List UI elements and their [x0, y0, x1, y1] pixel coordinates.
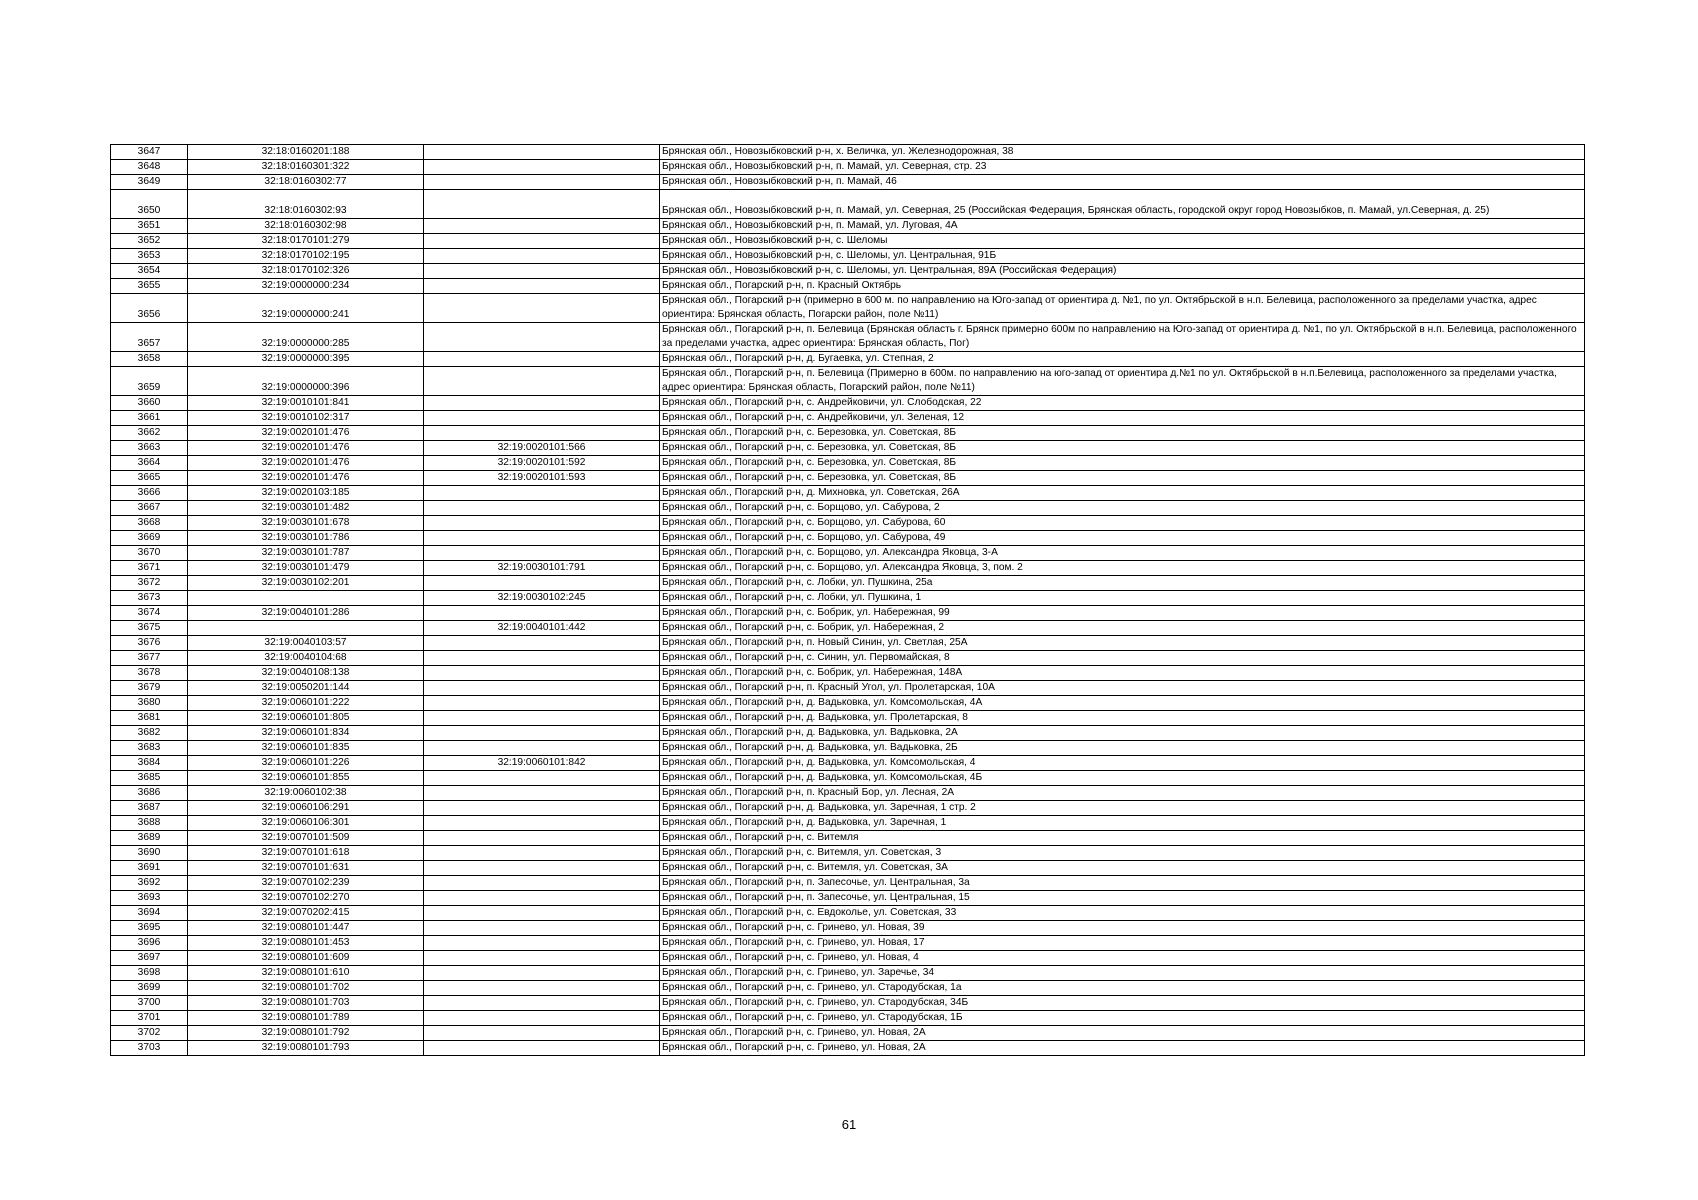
address-cell: Брянская обл., Погарский р-н, п. Новый Синин, ул. Светлая, 25А — [660, 636, 1585, 651]
secondary-cadastral-number-cell — [424, 666, 660, 681]
table-row — [111, 771, 1585, 786]
address-cell: Брянская обл., Новозыбковский р-н, с. Шеломы, ул. Центральная, 89А (Российская Федерация) — [660, 264, 1585, 279]
address-cell: Брянская обл., Погарский р-н, с. Березовка, ул. Советская, 8Б — [660, 471, 1585, 486]
row-number-cell: 3652 — [111, 234, 188, 249]
table-row — [111, 471, 1585, 486]
address-cell: Брянская обл., Погарский р-н, д. Вадьковка, ул. Пролетарская, 8 — [660, 711, 1585, 726]
cadastral-number-cell: 32:19:0010101:841 — [188, 396, 424, 411]
secondary-cadastral-number-cell: 32:19:0030102:245 — [424, 591, 660, 606]
cadastral-number-cell: 32:18:0160302:98 — [188, 219, 424, 234]
cadastral-number-cell: 32:19:0030102:201 — [188, 576, 424, 591]
row-number-cell: 3703 — [111, 1041, 188, 1056]
address-cell: Брянская обл., Новозыбковский р-н, с. Шеломы — [660, 234, 1585, 249]
cadastral-number-cell: 32:18:0160302:77 — [188, 175, 424, 190]
address-cell: Брянская обл., Погарский р-н, п. Белевица (Брянская область г. Брянск примерно 600м по направлению на Юго-запад от ориентира д. №1, по ул. Октябрьской в н.п. Белевица, расположенного за пределами участка, адрес ориентира: Брянская область, Пог) — [660, 323, 1585, 352]
table-row — [111, 190, 1585, 219]
row-number-cell: 3681 — [111, 711, 188, 726]
cadastral-number-cell: 32:19:0020101:476 — [188, 471, 424, 486]
cadastral-number-cell: 32:19:0000000:234 — [188, 279, 424, 294]
secondary-cadastral-number-cell — [424, 219, 660, 234]
address-cell: Брянская обл., Погарский р-н, п. Белевица (Примерно в 600м. по направлению на юго-запад от ориентира д.№1 по ул. Октябрьской в н.п.Белевица, расположенного за пределами участка, адрес ориентира: Брянская область, Погарский район, поле №11) — [660, 367, 1585, 396]
row-number-cell: 3687 — [111, 801, 188, 816]
cadastral-number-cell: 32:19:0030101:678 — [188, 516, 424, 531]
secondary-cadastral-number-cell — [424, 501, 660, 516]
row-number-cell: 3668 — [111, 516, 188, 531]
cadastral-number-cell — [188, 591, 424, 606]
cadastral-number-cell: 32:19:0080101:703 — [188, 996, 424, 1011]
address-cell: Брянская обл., Погарский р-н, с. Витемля, ул. Советская, 3 — [660, 846, 1585, 861]
row-number-cell: 3680 — [111, 696, 188, 711]
table-row — [111, 576, 1585, 591]
cadastral-number-cell: 32:19:0080101:447 — [188, 921, 424, 936]
address-cell: Брянская обл., Погарский р-н, п. Запесочье, ул. Центральная, 3а — [660, 876, 1585, 891]
table-row — [111, 741, 1585, 756]
table-row — [111, 786, 1585, 801]
address-cell: Брянская обл., Погарский р-н, с. Андрейковичи, ул. Зеленая, 12 — [660, 411, 1585, 426]
row-number-cell: 3679 — [111, 681, 188, 696]
cadastral-number-cell: 32:19:0020101:476 — [188, 426, 424, 441]
address-cell: Брянская обл., Погарский р-н, с. Витемля — [660, 831, 1585, 846]
row-number-cell: 3697 — [111, 951, 188, 966]
cadastral-number-cell: 32:19:0080101:609 — [188, 951, 424, 966]
secondary-cadastral-number-cell — [424, 936, 660, 951]
table-row — [111, 801, 1585, 816]
secondary-cadastral-number-cell — [424, 981, 660, 996]
cadastral-number-cell: 32:19:0080101:610 — [188, 966, 424, 981]
table-row — [111, 996, 1585, 1011]
secondary-cadastral-number-cell — [424, 891, 660, 906]
secondary-cadastral-number-cell — [424, 531, 660, 546]
address-cell: Брянская обл., Погарский р-н, с. Борщово, ул. Александра Яковца, 3-А — [660, 546, 1585, 561]
table-row — [111, 352, 1585, 367]
cadastral-number-cell: 32:19:0060101:835 — [188, 741, 424, 756]
table-row — [111, 726, 1585, 741]
table-row — [111, 160, 1585, 175]
row-number-cell: 3674 — [111, 606, 188, 621]
address-cell: Брянская обл., Погарский р-н, с. Березовка, ул. Советская, 8Б — [660, 456, 1585, 471]
address-cell: Брянская обл., Погарский р-н, п. Красный Бор, ул. Лесная, 2А — [660, 786, 1585, 801]
secondary-cadastral-number-cell — [424, 951, 660, 966]
secondary-cadastral-number-cell — [424, 486, 660, 501]
secondary-cadastral-number-cell — [424, 801, 660, 816]
secondary-cadastral-number-cell: 32:19:0020101:566 — [424, 441, 660, 456]
row-number-cell: 3693 — [111, 891, 188, 906]
row-number-cell: 3702 — [111, 1026, 188, 1041]
secondary-cadastral-number-cell — [424, 816, 660, 831]
secondary-cadastral-number-cell — [424, 831, 660, 846]
cadastral-number-cell: 32:19:0030101:786 — [188, 531, 424, 546]
address-cell: Брянская обл., Погарский р-н, с. Гринево, ул. Стародубская, 34Б — [660, 996, 1585, 1011]
row-number-cell: 3673 — [111, 591, 188, 606]
address-cell: Брянская обл., Погарский р-н, с. Борщово, ул. Сабурова, 2 — [660, 501, 1585, 516]
secondary-cadastral-number-cell — [424, 966, 660, 981]
table-row — [111, 666, 1585, 681]
cadastral-number-cell: 32:19:0060101:855 — [188, 771, 424, 786]
secondary-cadastral-number-cell — [424, 323, 660, 352]
secondary-cadastral-number-cell — [424, 1041, 660, 1056]
secondary-cadastral-number-cell — [424, 160, 660, 175]
registry-table-body — [111, 145, 1585, 1056]
address-cell: Брянская обл., Погарский р-н, д. Вадьковка, ул. Вадьковка, 2А — [660, 726, 1585, 741]
secondary-cadastral-number-cell — [424, 294, 660, 323]
address-cell: Брянская обл., Новозыбковский р-н, х. Величка, ул. Железнодорожная, 38 — [660, 145, 1585, 160]
address-cell: Брянская обл., Погарский р-н, с. Борщово, ул. Александра Яковца, 3, пом. 2 — [660, 561, 1585, 576]
row-number-cell: 3699 — [111, 981, 188, 996]
address-cell: Брянская обл., Погарский р-н, с. Витемля, ул. Советская, 3А — [660, 861, 1585, 876]
row-number-cell: 3660 — [111, 396, 188, 411]
table-row — [111, 441, 1585, 456]
cadastral-number-cell: 32:19:0070101:509 — [188, 831, 424, 846]
secondary-cadastral-number-cell — [424, 411, 660, 426]
row-number-cell: 3688 — [111, 816, 188, 831]
secondary-cadastral-number-cell — [424, 190, 660, 219]
row-number-cell: 3690 — [111, 846, 188, 861]
table-row — [111, 621, 1585, 636]
row-number-cell: 3666 — [111, 486, 188, 501]
address-cell: Брянская обл., Новозыбковский р-н, п. Мамай, ул. Луговая, 4А — [660, 219, 1585, 234]
secondary-cadastral-number-cell — [424, 681, 660, 696]
row-number-cell: 3653 — [111, 249, 188, 264]
address-cell: Брянская обл., Погарский р-н (примерно в 600 м. по направлению на Юго-запад от ориентира д. №1, по ул. Октябрьской в н.п. Белевица, расположенного за пределами участка, адрес ориентира: Брянская область, Погарски район, поле №11) — [660, 294, 1585, 323]
secondary-cadastral-number-cell — [424, 711, 660, 726]
row-number-cell: 3647 — [111, 145, 188, 160]
row-number-cell: 3650 — [111, 190, 188, 219]
address-cell: Брянская обл., Погарский р-н, д. Вадьковка, ул. Комсомольская, 4 — [660, 756, 1585, 771]
address-cell: Брянская обл., Погарский р-н, с. Лобки, ул. Пушкина, 25а — [660, 576, 1585, 591]
secondary-cadastral-number-cell — [424, 876, 660, 891]
table-row — [111, 501, 1585, 516]
row-number-cell: 3685 — [111, 771, 188, 786]
table-row — [111, 249, 1585, 264]
secondary-cadastral-number-cell — [424, 846, 660, 861]
address-cell: Брянская обл., Новозыбковский р-н, п. Мамай, ул. Северная, 25 (Российская Федерация, Брянская область, городской округ город Новозыбков, п. Мамай, ул.Северная, д. 25) — [660, 190, 1585, 219]
address-cell: Брянская обл., Погарский р-н, с. Бобрик, ул. Набережная, 2 — [660, 621, 1585, 636]
cadastral-number-cell: 32:19:0060101:226 — [188, 756, 424, 771]
row-number-cell: 3689 — [111, 831, 188, 846]
secondary-cadastral-number-cell — [424, 279, 660, 294]
table-row — [111, 1041, 1585, 1056]
table-row — [111, 696, 1585, 711]
secondary-cadastral-number-cell: 32:19:0040101:442 — [424, 621, 660, 636]
cadastral-number-cell: 32:19:0000000:396 — [188, 367, 424, 396]
cadastral-number-cell: 32:19:0010102:317 — [188, 411, 424, 426]
address-cell: Брянская обл., Погарский р-н, д. Вадьковка, ул. Комсомольская, 4А — [660, 696, 1585, 711]
table-row — [111, 426, 1585, 441]
address-cell: Брянская обл., Погарский р-н, с. Гринево, ул. Новая, 39 — [660, 921, 1585, 936]
secondary-cadastral-number-cell — [424, 367, 660, 396]
row-number-cell: 3657 — [111, 323, 188, 352]
cadastral-number-cell: 32:19:0060102:38 — [188, 786, 424, 801]
cadastral-number-cell: 32:19:0020103:185 — [188, 486, 424, 501]
address-cell: Брянская обл., Погарский р-н, п. Красный Угол, ул. Пролетарская, 10А — [660, 681, 1585, 696]
address-cell: Брянская обл., Погарский р-н, с. Гринево, ул. Стародубская, 1а — [660, 981, 1585, 996]
table-row — [111, 591, 1585, 606]
cadastral-number-cell: 32:19:0000000:395 — [188, 352, 424, 367]
row-number-cell: 3667 — [111, 501, 188, 516]
table-row — [111, 876, 1585, 891]
cadastral-number-cell: 32:19:0070102:270 — [188, 891, 424, 906]
address-cell: Брянская обл., Погарский р-н, с. Березовка, ул. Советская, 8Б — [660, 441, 1585, 456]
cadastral-number-cell: 32:19:0060106:291 — [188, 801, 424, 816]
cadastral-number-cell: 32:19:0080101:793 — [188, 1041, 424, 1056]
address-cell: Брянская обл., Погарский р-н, с. Лобки, ул. Пушкина, 1 — [660, 591, 1585, 606]
cadastral-number-cell: 32:19:0000000:285 — [188, 323, 424, 352]
cadastral-number-cell: 32:19:0060101:222 — [188, 696, 424, 711]
secondary-cadastral-number-cell — [424, 726, 660, 741]
address-cell: Брянская обл., Погарский р-н, д. Вадьковка, ул. Комсомольская, 4Б — [660, 771, 1585, 786]
row-number-cell: 3677 — [111, 651, 188, 666]
table-row — [111, 951, 1585, 966]
secondary-cadastral-number-cell — [424, 741, 660, 756]
table-row — [111, 456, 1585, 471]
address-cell: Брянская обл., Погарский р-н, с. Бобрик, ул. Набережная, 99 — [660, 606, 1585, 621]
address-cell: Брянская обл., Новозыбковский р-н, п. Мамай, 46 — [660, 175, 1585, 190]
secondary-cadastral-number-cell — [424, 546, 660, 561]
address-cell: Брянская обл., Погарский р-н, с. Евдоколье, ул. Советская, 33 — [660, 906, 1585, 921]
address-cell: Брянская обл., Погарский р-н, с. Гринево, ул. Заречье, 34 — [660, 966, 1585, 981]
cadastral-number-cell: 32:19:0040108:138 — [188, 666, 424, 681]
row-number-cell: 3694 — [111, 906, 188, 921]
row-number-cell: 3669 — [111, 531, 188, 546]
cadastral-number-cell: 32:19:0070102:239 — [188, 876, 424, 891]
secondary-cadastral-number-cell — [424, 771, 660, 786]
cadastral-number-cell: 32:19:0030101:787 — [188, 546, 424, 561]
secondary-cadastral-number-cell — [424, 606, 660, 621]
row-number-cell: 3665 — [111, 471, 188, 486]
cadastral-number-cell: 32:19:0070202:415 — [188, 906, 424, 921]
secondary-cadastral-number-cell — [424, 786, 660, 801]
table-row — [111, 546, 1585, 561]
row-number-cell: 3692 — [111, 876, 188, 891]
secondary-cadastral-number-cell — [424, 516, 660, 531]
cadastral-number-cell: 32:19:0000000:241 — [188, 294, 424, 323]
table-row — [111, 891, 1585, 906]
table-row — [111, 561, 1585, 576]
table-row — [111, 279, 1585, 294]
row-number-cell: 3662 — [111, 426, 188, 441]
cadastral-number-cell: 32:19:0020101:476 — [188, 456, 424, 471]
cadastral-number-cell: 32:19:0030101:479 — [188, 561, 424, 576]
address-cell: Брянская обл., Погарский р-н, с. Андрейковичи, ул. Слободская, 22 — [660, 396, 1585, 411]
address-cell: Брянская обл., Погарский р-н, с. Гринево, ул. Стародубская, 1Б — [660, 1011, 1585, 1026]
secondary-cadastral-number-cell — [424, 996, 660, 1011]
cadastral-number-cell: 32:19:0040101:286 — [188, 606, 424, 621]
address-cell: Брянская обл., Погарский р-н, д. Вадьковка, ул. Заречная, 1 стр. 2 — [660, 801, 1585, 816]
address-cell: Брянская обл., Новозыбковский р-н, с. Шеломы, ул. Центральная, 91Б — [660, 249, 1585, 264]
cadastral-number-cell: 32:19:0070101:618 — [188, 846, 424, 861]
cadastral-number-cell: 32:19:0080101:792 — [188, 1026, 424, 1041]
table-row — [111, 486, 1585, 501]
row-number-cell: 3661 — [111, 411, 188, 426]
table-row — [111, 816, 1585, 831]
row-number-cell: 3672 — [111, 576, 188, 591]
secondary-cadastral-number-cell — [424, 426, 660, 441]
table-row — [111, 516, 1585, 531]
address-cell: Брянская обл., Погарский р-н, д. Михновка, ул. Советская, 26А — [660, 486, 1585, 501]
cadastral-number-cell: 32:19:0050201:144 — [188, 681, 424, 696]
table-row — [111, 294, 1585, 323]
address-cell: Брянская обл., Погарский р-н, п. Запесочье, ул. Центральная, 15 — [660, 891, 1585, 906]
table-row — [111, 1011, 1585, 1026]
table-row — [111, 681, 1585, 696]
secondary-cadastral-number-cell — [424, 234, 660, 249]
row-number-cell: 3654 — [111, 264, 188, 279]
row-number-cell: 3701 — [111, 1011, 188, 1026]
table-row — [111, 175, 1585, 190]
cadastral-number-cell: 32:19:0030101:482 — [188, 501, 424, 516]
table-row — [111, 921, 1585, 936]
cadastral-number-cell: 32:18:0160201:188 — [188, 145, 424, 160]
row-number-cell: 3695 — [111, 921, 188, 936]
cadastral-number-cell: 32:19:0080101:702 — [188, 981, 424, 996]
table-row — [111, 234, 1585, 249]
table-row — [111, 606, 1585, 621]
cadastral-number-cell: 32:19:0020101:476 — [188, 441, 424, 456]
secondary-cadastral-number-cell — [424, 249, 660, 264]
table-row — [111, 264, 1585, 279]
row-number-cell: 3700 — [111, 996, 188, 1011]
cadastral-number-cell: 32:19:0070101:631 — [188, 861, 424, 876]
row-number-cell: 3649 — [111, 175, 188, 190]
secondary-cadastral-number-cell — [424, 921, 660, 936]
address-cell: Брянская обл., Новозыбковский р-н, п. Мамай, ул. Северная, стр. 23 — [660, 160, 1585, 175]
cadastral-number-cell: 32:19:0040103:57 — [188, 636, 424, 651]
row-number-cell: 3664 — [111, 456, 188, 471]
address-cell: Брянская обл., Погарский р-н, д. Вадьковка, ул. Заречная, 1 — [660, 816, 1585, 831]
row-number-cell: 3656 — [111, 294, 188, 323]
row-number-cell: 3655 — [111, 279, 188, 294]
table-row — [111, 411, 1585, 426]
row-number-cell: 3691 — [111, 861, 188, 876]
cadastral-number-cell: 32:18:0170102:326 — [188, 264, 424, 279]
row-number-cell: 3659 — [111, 367, 188, 396]
cadastral-number-cell: 32:19:0080101:453 — [188, 936, 424, 951]
table-row — [111, 966, 1585, 981]
row-number-cell: 3671 — [111, 561, 188, 576]
address-cell: Брянская обл., Погарский р-н, с. Гринево, ул. Новая, 4 — [660, 951, 1585, 966]
cadastral-number-cell: 32:19:0080101:789 — [188, 1011, 424, 1026]
secondary-cadastral-number-cell — [424, 396, 660, 411]
cadastral-number-cell: 32:18:0160301:322 — [188, 160, 424, 175]
page-number: 61 — [841, 1117, 857, 1132]
address-cell: Брянская обл., Погарский р-н, п. Красный Октябрь — [660, 279, 1585, 294]
cadastral-number-cell: 32:19:0060101:805 — [188, 711, 424, 726]
row-number-cell: 3675 — [111, 621, 188, 636]
address-cell: Брянская обл., Погарский р-н, д. Бугаевка, ул. Степная, 2 — [660, 352, 1585, 367]
cadastral-number-cell: 32:18:0160302:93 — [188, 190, 424, 219]
secondary-cadastral-number-cell — [424, 906, 660, 921]
secondary-cadastral-number-cell — [424, 145, 660, 160]
secondary-cadastral-number-cell — [424, 651, 660, 666]
address-cell: Брянская обл., Погарский р-н, с. Синин, ул. Первомайская, 8 — [660, 651, 1585, 666]
secondary-cadastral-number-cell — [424, 576, 660, 591]
table-row — [111, 396, 1585, 411]
address-cell: Брянская обл., Погарский р-н, с. Березовка, ул. Советская, 8Б — [660, 426, 1585, 441]
address-cell: Брянская обл., Погарский р-н, с. Бобрик, ул. Набережная, 148А — [660, 666, 1585, 681]
secondary-cadastral-number-cell — [424, 175, 660, 190]
secondary-cadastral-number-cell — [424, 264, 660, 279]
row-number-cell: 3683 — [111, 741, 188, 756]
row-number-cell: 3648 — [111, 160, 188, 175]
secondary-cadastral-number-cell: 32:19:0020101:592 — [424, 456, 660, 471]
table-row — [111, 636, 1585, 651]
table-row — [111, 367, 1585, 396]
registry-table — [110, 144, 1585, 1056]
secondary-cadastral-number-cell: 32:19:0060101:842 — [424, 756, 660, 771]
secondary-cadastral-number-cell — [424, 1026, 660, 1041]
secondary-cadastral-number-cell — [424, 636, 660, 651]
table-row — [111, 531, 1585, 546]
row-number-cell: 3698 — [111, 966, 188, 981]
secondary-cadastral-number-cell: 32:19:0030101:791 — [424, 561, 660, 576]
row-number-cell: 3670 — [111, 546, 188, 561]
cadastral-number-cell: 32:19:0060106:301 — [188, 816, 424, 831]
row-number-cell: 3678 — [111, 666, 188, 681]
row-number-cell: 3651 — [111, 219, 188, 234]
table-row — [111, 1026, 1585, 1041]
cadastral-number-cell: 32:19:0060101:834 — [188, 726, 424, 741]
secondary-cadastral-number-cell: 32:19:0020101:593 — [424, 471, 660, 486]
table-row — [111, 219, 1585, 234]
secondary-cadastral-number-cell — [424, 1011, 660, 1026]
table-row — [111, 145, 1585, 160]
table-row — [111, 936, 1585, 951]
cadastral-number-cell: 32:18:0170101:279 — [188, 234, 424, 249]
table-row — [111, 651, 1585, 666]
cadastral-number-cell: 32:19:0040104:68 — [188, 651, 424, 666]
row-number-cell: 3686 — [111, 786, 188, 801]
table-row — [111, 861, 1585, 876]
secondary-cadastral-number-cell — [424, 352, 660, 367]
table-row — [111, 906, 1585, 921]
cadastral-number-cell: 32:18:0170102:195 — [188, 249, 424, 264]
row-number-cell: 3682 — [111, 726, 188, 741]
address-cell: Брянская обл., Погарский р-н, с. Борщово, ул. Сабурова, 49 — [660, 531, 1585, 546]
row-number-cell: 3658 — [111, 352, 188, 367]
secondary-cadastral-number-cell — [424, 861, 660, 876]
address-cell: Брянская обл., Погарский р-н, с. Гринево, ул. Новая, 2А — [660, 1041, 1585, 1056]
table-row — [111, 981, 1585, 996]
address-cell: Брянская обл., Погарский р-н, с. Гринево, ул. Новая, 17 — [660, 936, 1585, 951]
secondary-cadastral-number-cell — [424, 696, 660, 711]
row-number-cell: 3663 — [111, 441, 188, 456]
table-row — [111, 831, 1585, 846]
row-number-cell: 3696 — [111, 936, 188, 951]
table-row — [111, 711, 1585, 726]
cadastral-number-cell — [188, 621, 424, 636]
table-row — [111, 756, 1585, 771]
table-row — [111, 846, 1585, 861]
address-cell: Брянская обл., Погарский р-н, с. Гринево, ул. Новая, 2А — [660, 1026, 1585, 1041]
table-row — [111, 323, 1585, 352]
row-number-cell: 3684 — [111, 756, 188, 771]
address-cell: Брянская обл., Погарский р-н, с. Борщово, ул. Сабурова, 60 — [660, 516, 1585, 531]
row-number-cell: 3676 — [111, 636, 188, 651]
address-cell: Брянская обл., Погарский р-н, д. Вадьковка, ул. Вадьковка, 2Б — [660, 741, 1585, 756]
